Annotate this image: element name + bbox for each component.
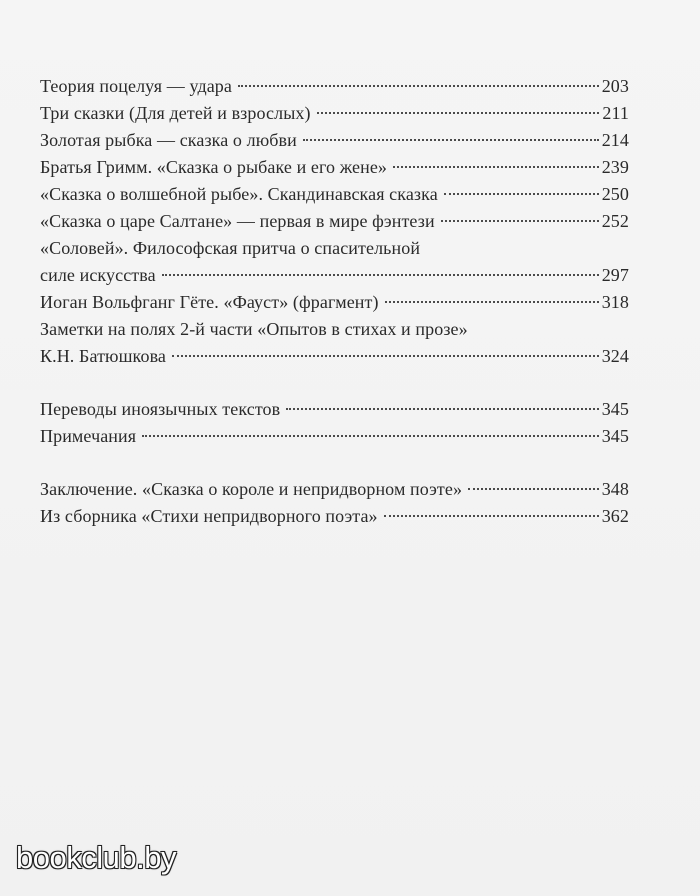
toc-line <box>40 423 629 450</box>
toc-entry <box>40 396 629 423</box>
table-of-contents <box>40 73 629 530</box>
toc-group-main <box>40 73 629 370</box>
toc-entry-title: Примечания <box>40 426 137 446</box>
toc-line <box>40 503 629 530</box>
toc-group-appendix <box>40 396 629 450</box>
toc-line <box>40 476 629 503</box>
toc-entry-title: Заключение. «Сказка о короле и непридворном поэте» <box>40 479 463 499</box>
toc-line <box>40 181 629 208</box>
toc-entry <box>40 208 629 235</box>
toc-page-number: 214 <box>601 130 629 150</box>
toc-page-number: 203 <box>601 76 629 96</box>
toc-entry-title: силе искусства <box>40 265 156 285</box>
toc-entry <box>40 423 629 450</box>
toc-line <box>40 289 629 316</box>
toc-dot-leader <box>286 407 598 410</box>
toc-entry-title: «Сказка о волшебной рыбе». Скандинавская сказка <box>40 184 438 204</box>
toc-dot-leader <box>142 434 599 437</box>
toc-line <box>40 127 629 154</box>
toc-page-number: 252 <box>601 211 629 231</box>
toc-group-conclusion <box>40 476 629 530</box>
toc-page-number: 362 <box>601 506 629 526</box>
toc-entry <box>40 127 629 154</box>
toc-dot-leader <box>162 273 599 276</box>
watermark-logo: bookclub.by <box>16 840 176 875</box>
toc-entry-title: «Сказка о царе Салтане» — первая в мире фэнтези <box>40 211 435 231</box>
toc-entry <box>40 73 629 100</box>
toc-dot-leader <box>317 111 600 114</box>
toc-entry-title: Золотая рыбка — сказка о любви <box>40 130 297 150</box>
toc-entry <box>40 476 629 503</box>
toc-entry-title: Переводы иноязычных текстов <box>40 399 281 419</box>
toc-line <box>40 208 629 235</box>
toc-dot-leader <box>303 138 599 141</box>
toc-line <box>40 73 629 100</box>
toc-page-number: 211 <box>602 103 629 123</box>
toc-entry <box>40 503 629 530</box>
toc-dot-leader <box>444 192 599 195</box>
toc-dot-leader <box>468 487 599 490</box>
toc-dot-leader <box>393 165 599 168</box>
toc-page-number: 324 <box>601 346 629 366</box>
toc-page-number: 345 <box>601 426 629 446</box>
toc-page-number: 297 <box>601 265 629 285</box>
toc-dot-leader <box>384 514 599 517</box>
toc-entry-title: Братья Гримм. «Сказка о рыбаке и его жене» <box>40 157 388 177</box>
toc-entry-title: К.Н. Батюшкова <box>40 346 167 366</box>
toc-dot-leader <box>441 219 599 222</box>
toc-line <box>40 100 629 127</box>
toc-dot-leader <box>385 300 599 303</box>
toc-entry-title: Теория поцелуя — удара <box>40 76 232 96</box>
toc-entry-title: Иоган Вольфганг Гёте. «Фауст» (фрагмент) <box>40 292 379 312</box>
toc-dot-leader <box>238 84 599 87</box>
toc-line <box>40 396 629 423</box>
toc-page-number: 318 <box>601 292 629 312</box>
toc-entry <box>40 289 629 316</box>
toc-line <box>40 262 629 289</box>
toc-entry <box>40 316 629 370</box>
toc-entry <box>40 181 629 208</box>
toc-entry <box>40 235 629 289</box>
toc-entry <box>40 154 629 181</box>
toc-line <box>40 154 629 181</box>
toc-page-number: 345 <box>601 399 629 419</box>
toc-page-number: 348 <box>601 479 629 499</box>
toc-line <box>40 343 629 370</box>
toc-page-number: 239 <box>601 157 629 177</box>
toc-dot-leader <box>172 354 599 357</box>
toc-entry-title-first-line: Заметки на полях 2-й части «Опытов в стихах и прозе» <box>40 319 468 339</box>
toc-page-number: 250 <box>601 184 629 204</box>
toc-entry-title-first-line: «Соловей». Философская притча о спасительной <box>40 238 421 258</box>
toc-entry-title: Из сборника «Стихи непридворного поэта» <box>40 506 378 526</box>
toc-entry <box>40 100 629 127</box>
toc-entry-title: Три сказки (Для детей и взрослых) <box>40 103 311 123</box>
